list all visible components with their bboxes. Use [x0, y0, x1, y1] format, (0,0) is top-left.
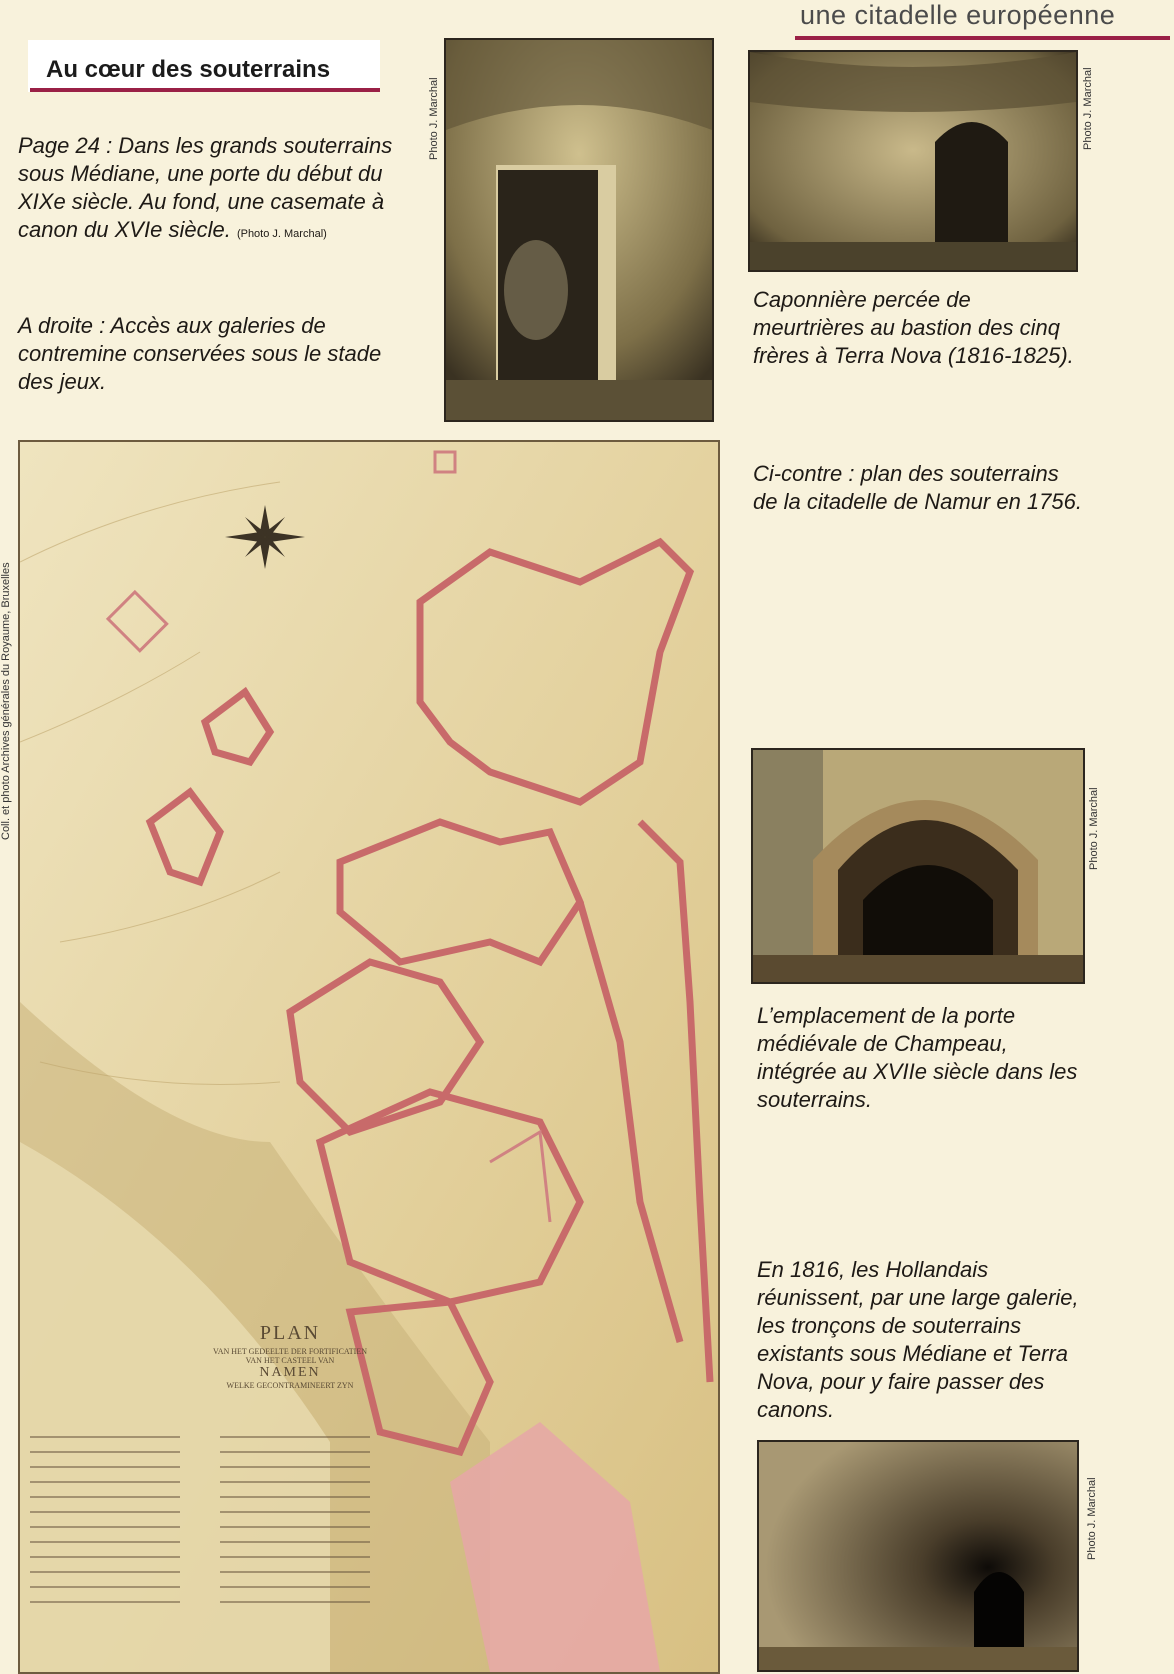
photo2-credit: Photo J. Marchal	[1082, 67, 1094, 150]
caption-ci-contre: Ci-contre : plan des souterrains de la citadelle de Namur en 1756.	[753, 461, 1082, 514]
map-legend	[30, 1427, 380, 1627]
photo-gallery	[757, 1440, 1079, 1672]
running-header: une citadelle européenne	[800, 0, 1116, 30]
caption-page24	[18, 132, 418, 248]
caption-page24-credit: (Photo J. Marchal)	[236, 228, 327, 240]
photo-door-mediane	[444, 38, 714, 422]
section-title-box	[28, 40, 380, 92]
map-plan-namur-1756	[18, 440, 720, 1674]
map-subtitle2: VAN HET CASTEEL VAN	[245, 1356, 335, 1365]
map-credit: Coll. et photo Archives générales du Royaume, Bruxelles	[0, 562, 12, 840]
photo-champeau	[751, 748, 1085, 984]
map-subtitle1: VAN HET GEDEELTE DER FORTIFICATIEN	[212, 1347, 368, 1356]
photo-gallery-image	[759, 1442, 1077, 1670]
photo1-credit: Photo J. Marchal	[428, 77, 440, 160]
map-title: PLAN	[259, 1322, 321, 1344]
map-legend-lines	[30, 1427, 380, 1627]
photo-caponniere-image	[750, 52, 1076, 270]
caption-champeau: L’emplacement de la porte médiévale de Champeau, intégrée au XVIIe siècle dans les souterrains.	[757, 1003, 1078, 1112]
photo3-credit: Photo J. Marchal	[1088, 787, 1100, 870]
caption-page24-text: Page 24 : Dans les grands souterrains sous Médiane, une porte du début du XIXe siècle. Au fond, une casemate à canon du XVIe siècle.	[18, 133, 393, 242]
caption-hollandais: En 1816, les Hollandais réunissent, par une large galerie, les tronçons de souterrains existants sous Médiane et Terra Nova, pour y faire passer des canons.	[757, 1257, 1079, 1422]
photo-caponniere	[748, 50, 1078, 272]
photo-champeau-image	[753, 750, 1083, 982]
caption-caponniere: Caponnière percée de meurtrières au bastion des cinq frères à Terra Nova (1816-1825).	[753, 287, 1074, 368]
section-title: Au cœur des souterrains	[46, 56, 331, 83]
caption-a-droite: A droite : Accès aux galeries de contremine conservées sous le stade des jeux.	[18, 313, 382, 394]
map-subtitle3: WELKE GECONTRAMINEERT ZYN	[226, 1381, 354, 1390]
section-title-rule	[30, 88, 380, 92]
map-city: NAMEN	[259, 1365, 321, 1380]
header-rule	[795, 36, 1170, 40]
map-cartouche	[160, 1322, 420, 1390]
photo-door-image	[446, 40, 712, 420]
photo4-credit: Photo J. Marchal	[1086, 1477, 1098, 1560]
